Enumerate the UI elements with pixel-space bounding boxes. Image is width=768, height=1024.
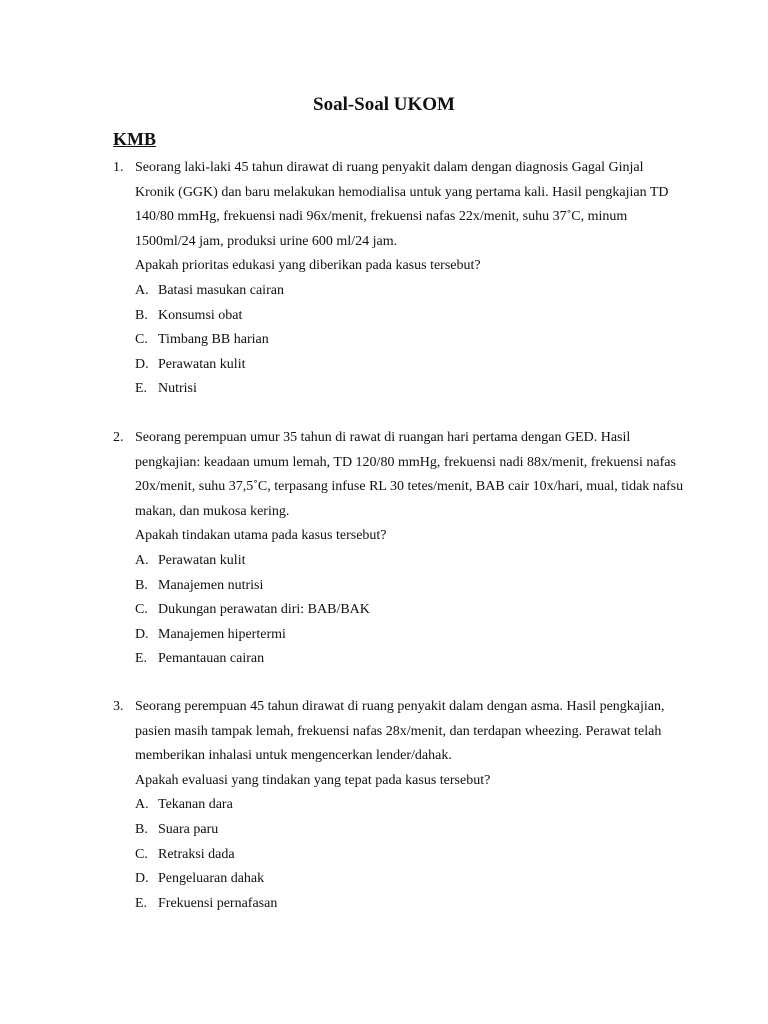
question-prompt: Apakah tindakan utama pada kasus tersebut? xyxy=(135,528,387,544)
section-heading: KMB xyxy=(113,129,156,149)
option-letter: C. xyxy=(135,332,148,348)
question-stem: Seorang perempuan umur 35 tahun di rawat di ruangan hari pertama dengan GED. Hasil pengkajian: keadaan umum lemah, TD 120/80 mmHg, frekuensi nadi 88x/menit, frekuensi nafas 20x/menit, suhu 37,5˚C, terpasang infuse RL 30 tetes/menit, BAB cair 10x/hari, mual, tidak nafsu makan, dan mukosa kering. xyxy=(135,430,684,519)
option-text: Batasi masukan cairan xyxy=(158,282,284,298)
option-text: Pemantauan cairan xyxy=(158,651,265,667)
answer-options xyxy=(135,279,688,402)
answer-option xyxy=(135,623,688,648)
option-letter: A. xyxy=(135,552,149,568)
answer-option xyxy=(135,304,688,329)
option-text: Manajemen hipertermi xyxy=(158,626,286,642)
answer-option xyxy=(135,647,688,672)
option-letter: B. xyxy=(135,821,148,837)
option-text: Tekanan dara xyxy=(158,797,233,813)
answer-option xyxy=(135,328,688,353)
option-text: Konsumsi obat xyxy=(158,307,243,323)
option-letter: E. xyxy=(135,895,148,911)
answer-option xyxy=(135,598,688,623)
option-letter: C. xyxy=(135,846,148,862)
option-letter: B. xyxy=(135,577,148,593)
question-prompt: Apakah prioritas edukasi yang diberikan pada kasus tersebut? xyxy=(135,258,481,274)
option-text: Frekuensi pernafasan xyxy=(158,895,278,911)
page-title: Soal-Soal UKOM xyxy=(313,94,455,115)
answer-option xyxy=(135,818,688,843)
option-letter: B. xyxy=(135,307,148,323)
answer-option xyxy=(135,574,688,599)
question-stem: Seorang laki-laki 45 tahun dirawat di ruang penyakit dalam dengan diagnosis Gagal Ginjal Kronik (GGK) dan baru melakukan hemodialisa untuk yang pertama kali. Hasil pengkajian TD 140/80 mmHg, frekuensi nadi 96x/menit, frekuensi nafas 22x/menit, suhu 37˚C, minum 1500ml/24 jam, produksi urine 600 ml/24 jam. xyxy=(135,160,669,249)
option-text: Manajemen nutrisi xyxy=(158,577,264,593)
option-text: Retraksi dada xyxy=(158,846,235,862)
answer-option xyxy=(135,867,688,892)
option-text: Nutrisi xyxy=(158,381,197,397)
answer-option xyxy=(135,377,688,402)
option-letter: E. xyxy=(135,651,148,667)
option-letter: A. xyxy=(135,797,149,813)
option-letter: D. xyxy=(135,626,149,642)
question-2 xyxy=(113,426,688,672)
option-text: Suara paru xyxy=(158,821,219,837)
option-text: Perawatan kulit xyxy=(158,552,246,568)
option-letter: C. xyxy=(135,602,148,618)
question-number: 2. xyxy=(113,430,124,445)
option-letter: A. xyxy=(135,282,149,298)
option-text: Pengeluaran dahak xyxy=(158,871,265,887)
answer-option xyxy=(135,353,688,378)
option-letter: D. xyxy=(135,356,149,372)
question-number: 3. xyxy=(113,699,124,714)
question-1 xyxy=(113,156,688,402)
answer-option xyxy=(135,843,688,868)
answer-options xyxy=(135,793,688,916)
question-number: 1. xyxy=(113,160,124,175)
question-3 xyxy=(113,695,688,916)
option-letter: E. xyxy=(135,381,148,397)
answer-option xyxy=(135,549,688,574)
option-text: Perawatan kulit xyxy=(158,356,246,372)
option-text: Timbang BB harian xyxy=(158,332,269,348)
question-stem: Seorang perempuan 45 tahun dirawat di ruang penyakit dalam dengan asma. Hasil pengkajian, pasien masih tampak lemah, frekuensi nafas 28x/menit, dan terdapan wheezing. Perawat telah memberikan inhalasi untuk mengencerkan lender/dahak. xyxy=(135,699,665,764)
answer-option xyxy=(135,892,688,917)
answer-options xyxy=(135,549,688,672)
question-prompt: Apakah evaluasi yang tindakan yang tepat pada kasus tersebut? xyxy=(135,772,491,788)
option-text: Dukungan perawatan diri: BAB/BAK xyxy=(158,602,370,618)
answer-option xyxy=(135,793,688,818)
option-letter: D. xyxy=(135,871,149,887)
answer-option xyxy=(135,279,688,304)
